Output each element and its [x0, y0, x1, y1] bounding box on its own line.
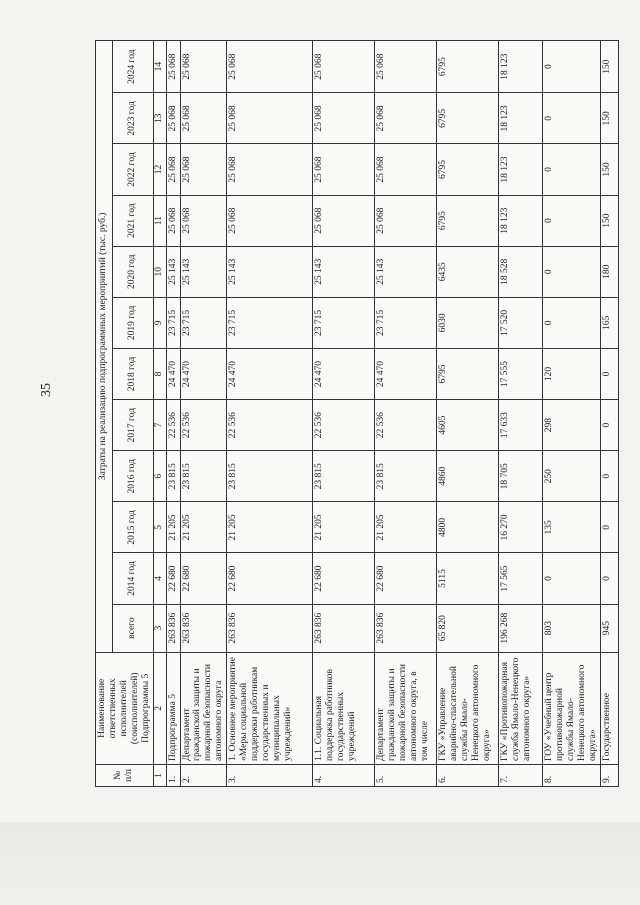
rotated-table-container: [95, 40, 612, 787]
cell-year-value: 6795: [437, 41, 499, 93]
cell-year-value: 6795: [437, 348, 499, 399]
cell-year-value: 25 068: [227, 93, 313, 144]
table-row: [600, 41, 618, 787]
cell-year-value: 25 068: [375, 41, 437, 93]
cell-year-value: 25 068: [227, 41, 313, 93]
column-number: 6: [153, 451, 166, 502]
row-name: Государственное: [600, 652, 618, 764]
cell-year-value: 25 068: [166, 41, 180, 93]
cell-year-value: 6795: [437, 144, 499, 195]
column-number: 12: [153, 144, 166, 195]
cell-year-value: 25 068: [166, 93, 180, 144]
cell-year-value: 22 680: [375, 553, 437, 604]
cell-year-value: 17 633: [499, 400, 543, 451]
cell-year-value: 18 528: [499, 246, 543, 297]
cell-year-value: 18 123: [499, 41, 543, 93]
header-no: № п/п: [96, 764, 154, 786]
row-name: ГОУ «Учебный центр противопожарной службы Ямало-Ненецкого автономного округа»: [543, 652, 601, 764]
cell-year-value: 23 715: [227, 297, 313, 348]
header-year: 2021 год: [112, 195, 153, 246]
column-number: 11: [153, 195, 166, 246]
cell-year-value: 0: [543, 246, 601, 297]
cell-year-value: 18 123: [499, 93, 543, 144]
row-number: 3.: [227, 764, 313, 786]
cell-year-value: 23 815: [166, 451, 180, 502]
cell-year-value: 0: [543, 144, 601, 195]
cell-year-value: 25 068: [313, 195, 375, 246]
cell-total: 263 836: [313, 604, 375, 652]
cell-year-value: 25 068: [375, 195, 437, 246]
table-row: [375, 41, 437, 787]
column-number: 9: [153, 297, 166, 348]
column-number: 14: [153, 41, 166, 93]
cell-year-value: 25 068: [180, 41, 227, 93]
row-number: 7.: [499, 764, 543, 786]
header-expenses-title: Затраты на реализацию подпрограммных мероприятий (тыс. руб.): [96, 41, 113, 653]
header-name: Наименование ответственных исполнителей (соисполнителей) Подпрограммы 5: [96, 652, 154, 764]
row-name: ГКУ «Управление аварийно-спасательной службы Ямало-Ненецкого автономного округа»: [437, 652, 499, 764]
page-number: 35: [39, 383, 54, 397]
column-number: 3: [153, 604, 166, 652]
cell-year-value: 250: [543, 451, 601, 502]
row-number: 6.: [437, 764, 499, 786]
row-name: 1. Основное мероприятие «Меры социальной поддержки работникам государственных и муниципальных учреждений»: [227, 652, 313, 764]
cell-total: 263 836: [180, 604, 227, 652]
row-number: 5.: [375, 764, 437, 786]
cell-year-value: 25 143: [180, 246, 227, 297]
cell-year-value: 17 565: [499, 553, 543, 604]
cell-year-value: 298: [543, 400, 601, 451]
cell-year-value: 5115: [437, 553, 499, 604]
cell-year-value: 25 068: [180, 195, 227, 246]
cell-year-value: 6435: [437, 246, 499, 297]
cell-year-value: 22 536: [166, 400, 180, 451]
cell-total: 263 836: [166, 604, 180, 652]
cell-year-value: 25 068: [375, 93, 437, 144]
cell-year-value: 21 205: [313, 502, 375, 553]
cell-year-value: 22 536: [313, 400, 375, 451]
cell-year-value: 25 143: [313, 246, 375, 297]
column-number-row: [153, 41, 166, 787]
column-number: 8: [153, 348, 166, 399]
cell-year-value: 120: [543, 348, 601, 399]
cell-year-value: 22 536: [180, 400, 227, 451]
row-number: 1.: [166, 764, 180, 786]
cell-year-value: 17 555: [499, 348, 543, 399]
row-number: 4.: [313, 764, 375, 786]
cell-year-value: 18 705: [499, 451, 543, 502]
cell-year-value: 21 205: [166, 502, 180, 553]
cell-year-value: 6795: [437, 195, 499, 246]
column-number: 7: [153, 400, 166, 451]
cell-year-value: 165: [600, 297, 618, 348]
header-year: 2018 год: [112, 348, 153, 399]
cell-year-value: 21 205: [227, 502, 313, 553]
cell-total: 196 268: [499, 604, 543, 652]
cell-year-value: 24 470: [313, 348, 375, 399]
column-number: 10: [153, 246, 166, 297]
cell-year-value: 4605: [437, 400, 499, 451]
cell-total: 65 820: [437, 604, 499, 652]
cell-year-value: 21 205: [375, 502, 437, 553]
cell-year-value: 21 205: [180, 502, 227, 553]
cell-total: 803: [543, 604, 601, 652]
cell-total: 263 836: [227, 604, 313, 652]
cell-year-value: 24 470: [375, 348, 437, 399]
table-row: [227, 41, 313, 787]
cell-year-value: 22 536: [375, 400, 437, 451]
cell-year-value: 25 143: [227, 246, 313, 297]
cell-year-value: 25 068: [180, 93, 227, 144]
expenses-table: [95, 40, 619, 787]
cell-year-value: 0: [543, 553, 601, 604]
table-row: [543, 41, 601, 787]
cell-year-value: 4800: [437, 502, 499, 553]
column-number: 5: [153, 502, 166, 553]
cell-year-value: 150: [600, 93, 618, 144]
cell-year-value: 25 068: [313, 41, 375, 93]
cell-year-value: 23 815: [375, 451, 437, 502]
row-name: ГКУ «Противопожарная служба Ямало-Ненецкого автономного округа»: [499, 652, 543, 764]
header-year: 2015 год: [112, 502, 153, 553]
header-year: 2014 год: [112, 553, 153, 604]
cell-year-value: 23 815: [313, 451, 375, 502]
cell-year-value: 25 068: [227, 195, 313, 246]
cell-year-value: 0: [600, 348, 618, 399]
cell-year-value: 23 715: [180, 297, 227, 348]
cell-year-value: 18 123: [499, 195, 543, 246]
table-row: [499, 41, 543, 787]
cell-year-value: 23 815: [227, 451, 313, 502]
row-number: 9.: [600, 764, 618, 786]
cell-year-value: 25 068: [180, 144, 227, 195]
cell-year-value: 0: [600, 400, 618, 451]
cell-year-value: 150: [600, 195, 618, 246]
cell-year-value: 23 715: [166, 297, 180, 348]
cell-year-value: 150: [600, 144, 618, 195]
scan-background-strip: [0, 822, 640, 905]
cell-year-value: 25 068: [166, 195, 180, 246]
column-number: 2: [153, 652, 166, 764]
row-name: Подпрограмма 5: [166, 652, 180, 764]
cell-year-value: 25 143: [375, 246, 437, 297]
cell-year-value: 24 470: [227, 348, 313, 399]
cell-year-value: 25 143: [166, 246, 180, 297]
cell-year-value: 25 068: [313, 93, 375, 144]
cell-year-value: 0: [600, 553, 618, 604]
header-year: 2020 год: [112, 246, 153, 297]
cell-year-value: 6795: [437, 93, 499, 144]
cell-total: 945: [600, 604, 618, 652]
cell-year-value: 25 068: [375, 144, 437, 195]
cell-year-value: 4860: [437, 451, 499, 502]
cell-year-value: 150: [600, 41, 618, 93]
cell-year-value: 22 680: [313, 553, 375, 604]
column-number: 13: [153, 93, 166, 144]
cell-year-value: 0: [543, 195, 601, 246]
cell-year-value: 0: [600, 451, 618, 502]
cell-year-value: 0: [600, 502, 618, 553]
table-body: [166, 41, 618, 787]
row-number: 8.: [543, 764, 601, 786]
cell-year-value: 23 715: [375, 297, 437, 348]
cell-year-value: 6030: [437, 297, 499, 348]
cell-year-value: 18 123: [499, 144, 543, 195]
cell-year-value: 25 068: [166, 144, 180, 195]
header-year: 2017 год: [112, 400, 153, 451]
row-number: 2.: [180, 764, 227, 786]
cell-year-value: 16 270: [499, 502, 543, 553]
cell-year-value: 0: [543, 297, 601, 348]
cell-year-value: 0: [543, 93, 601, 144]
cell-total: 263 836: [375, 604, 437, 652]
row-name: 1.1. Социальная поддержка работников государственных учреждений: [313, 652, 375, 764]
cell-year-value: 17 520: [499, 297, 543, 348]
cell-year-value: 25 068: [227, 144, 313, 195]
row-name: Департамент гражданской защиты и пожарной безопасности автономного округа, в том числе: [375, 652, 437, 764]
header-year: 2023 год: [112, 93, 153, 144]
column-number: 4: [153, 553, 166, 604]
cell-year-value: 24 470: [180, 348, 227, 399]
cell-year-value: 23 815: [180, 451, 227, 502]
table-row: [313, 41, 375, 787]
cell-year-value: 22 680: [166, 553, 180, 604]
header-total: всего: [112, 604, 153, 652]
cell-year-value: 25 068: [313, 144, 375, 195]
table-row: [180, 41, 227, 787]
cell-year-value: 22 680: [180, 553, 227, 604]
cell-year-value: 22 680: [227, 553, 313, 604]
header-year: 2016 год: [112, 451, 153, 502]
header-year: 2019 год: [112, 297, 153, 348]
column-number: 1: [153, 764, 166, 786]
cell-year-value: 135: [543, 502, 601, 553]
row-name: Департамент гражданской защиты и пожарной безопасности автономного округа: [180, 652, 227, 764]
header-year: 2024 год: [112, 41, 153, 93]
table-row: [166, 41, 180, 787]
table-row: [437, 41, 499, 787]
cell-year-value: 23 715: [313, 297, 375, 348]
cell-year-value: 24 470: [166, 348, 180, 399]
cell-year-value: 180: [600, 246, 618, 297]
header-year: 2022 год: [112, 144, 153, 195]
cell-year-value: 22 536: [227, 400, 313, 451]
cell-year-value: 0: [543, 41, 601, 93]
